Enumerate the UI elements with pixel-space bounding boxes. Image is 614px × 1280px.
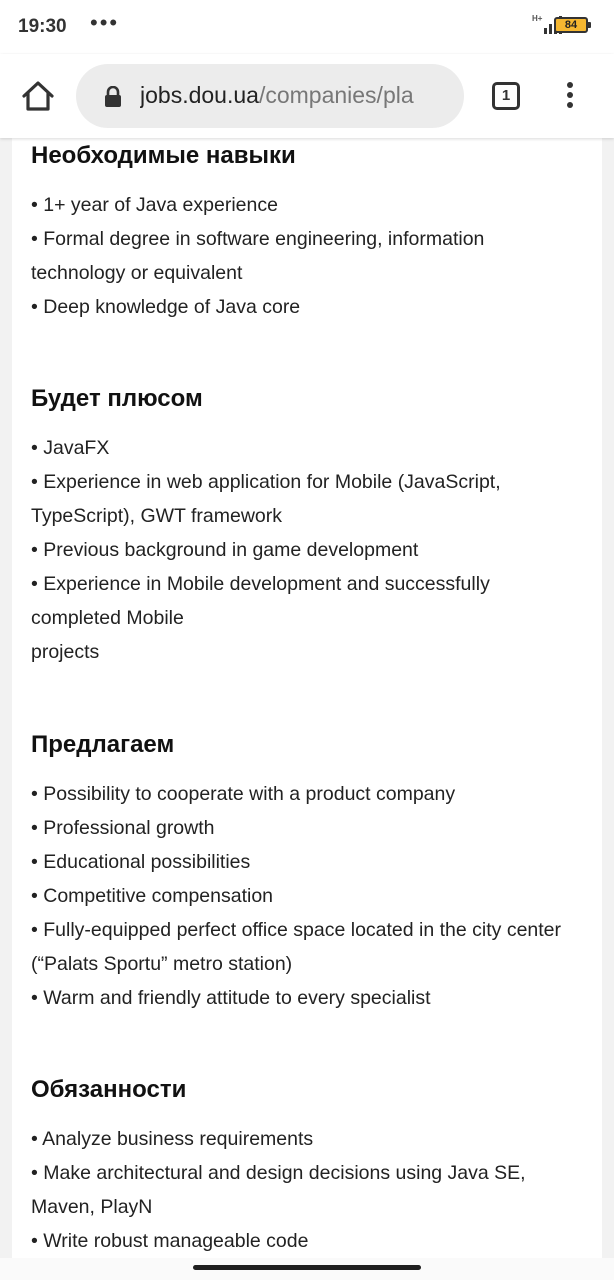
lock-icon (104, 86, 122, 108)
list-item: • Write robust manageable code (31, 1230, 309, 1252)
section-title: Будет плюсом (31, 385, 203, 412)
list-item: projects (31, 641, 100, 663)
tab-switcher-button[interactable]: 1 (492, 82, 520, 110)
job-description-card (12, 120, 602, 1260)
list-item: • Make architectural and design decisions using Java SE, Maven, PlayN (31, 1162, 526, 1218)
responsibilities-list (31, 1122, 571, 1258)
list-item: • Educational possibilities (31, 851, 251, 873)
section-we-offer (31, 729, 571, 1015)
battery-level: 84 (564, 19, 578, 31)
list-item: • Deep knowledge of Java core (31, 296, 301, 318)
section-responsibilities (31, 1074, 571, 1258)
list-item: • Experience in Mobile development and successfully completed Mobile (31, 573, 490, 629)
list-item: • JavaFX (31, 437, 110, 459)
list-item: • Professional growth (31, 817, 215, 839)
section-title: Предлагаем (31, 731, 175, 758)
list-item: • Competitive compensation (31, 885, 274, 907)
gesture-home-indicator[interactable] (193, 1265, 421, 1270)
list-item: • 1+ year of Java experience (31, 194, 278, 216)
status-time: 19:30 (18, 16, 67, 37)
home-icon[interactable] (20, 78, 56, 114)
list-item: • Analyze business requirements (31, 1128, 314, 1150)
section-title: Обязанности (31, 1076, 187, 1103)
plus-list (31, 431, 571, 669)
url-text[interactable] (140, 82, 460, 109)
list-item: • Formal degree in software engineering, information technology or equivalent (31, 228, 485, 284)
section-required-skills (31, 140, 571, 324)
url-host: jobs.dou.ua (140, 82, 259, 108)
offer-list (31, 777, 571, 1015)
list-item: • Fully-equipped perfect office space located in the city center (“Palats Sportu” metro station) (31, 919, 562, 975)
overflow-menu-icon[interactable] (558, 80, 582, 112)
skills-list (31, 188, 571, 324)
section-title: Необходимые навыки (31, 142, 296, 169)
status-bar (0, 0, 614, 54)
address-bar[interactable] (76, 64, 464, 128)
url-path: /companies/pla (258, 82, 414, 108)
list-item: • Warm and friendly attitude to every specialist (31, 987, 431, 1009)
list-item: • Possibility to cooperate with a product company (31, 783, 456, 805)
list-item: • Experience in web application for Mobile (JavaScript, TypeScript), GWT framework (31, 471, 501, 527)
network-type-label: H+ (532, 14, 543, 23)
notification-dots: ••• (90, 10, 120, 35)
browser-toolbar (0, 54, 614, 138)
list-item: • Previous background in game development (31, 539, 419, 561)
section-nice-to-have (31, 383, 571, 669)
battery-icon (554, 17, 588, 33)
